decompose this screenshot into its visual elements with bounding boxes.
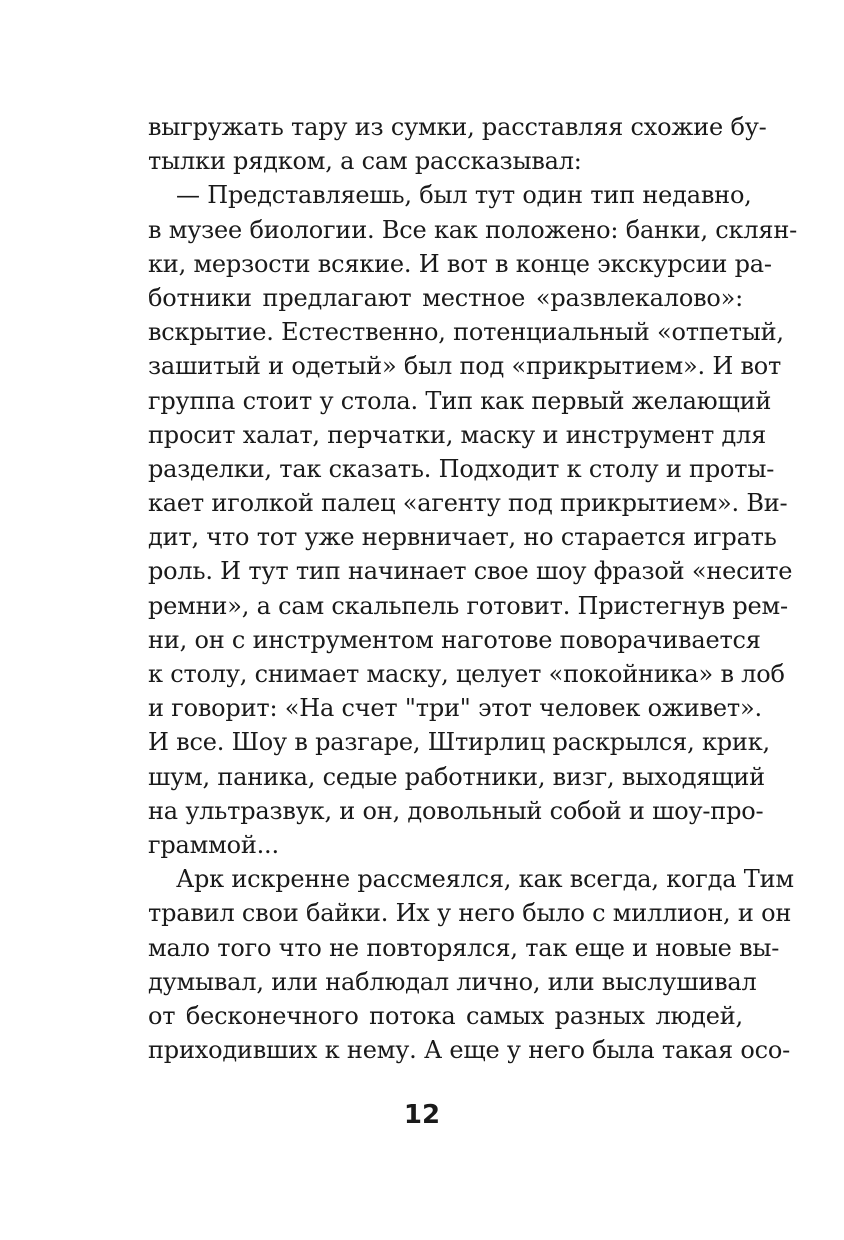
text-line: ни, он с инструментом наготове поворачивается [148,625,761,654]
text-line: зашитый и одетый» был под «прикрытием». И вот [148,352,782,381]
text-line: ботники предлагают местное «развлекалово»: [148,283,743,312]
text-line: граммой... [148,830,279,859]
text-line: — Представляешь, был тут один тип недавно, [176,181,752,210]
text-line: мало того что не повторялся, так еще и новые вы- [148,933,780,962]
text-line: ки, мерзости всякие. И вот в конце экскурсии ра- [148,249,772,278]
text-line: ремни», а сам скальпель готовит. Пристегнув рем- [148,591,788,620]
text-line: Арк искренне рассмеялся, как всегда, когда Тим [176,865,794,894]
text-line: разделки, так сказать. Подходит к столу и проты- [148,454,775,483]
text-line: приходивших к нему. А еще у него была такая осо- [148,1036,790,1065]
text-line: и говорит: «На счет "три" этот человек оживет». [148,694,762,723]
text-line: группа стоит у стола. Тип как первый желающий [148,386,772,415]
page-number: 12 [403,1100,441,1130]
text-line: выгружать тару из сумки, расставляя схожие бу- [148,113,767,141]
text-line: роль. И тут тип начинает свое шоу фразой «несите [148,557,793,586]
text-line: кает иголкой палец «агенту под прикрытием». Ви- [148,489,788,518]
text-line: думывал, или наблюдал лично, или выслушивал [148,967,757,996]
text-line: травил свои байки. Их у него было с миллион, и он [148,899,792,928]
text-line: в музее биологии. Все как положено: банки, склян- [148,215,798,244]
text-line: дит, что тот уже нервничает, но старается играть [148,523,777,552]
text-line: просит халат, перчатки, маску и инструмент для [148,420,767,449]
text-line: на ультразвук, и он, довольный собой и шоу-про- [148,796,764,825]
text-line: к столу, снимает маску, целует «покойника» в лоб [148,660,785,688]
text-line: шум, паника, седые работники, визг, выходящий [148,762,765,791]
text-line: тылки рядком, а сам рассказывал: [148,147,582,176]
page-body [148,110,798,1067]
text-line: вскрытие. Естественно, потенциальный «отпетый, [148,318,784,347]
text-line: И все. Шоу в разгаре, Штирлиц раскрылся, крик, [148,728,770,757]
text-line: от бесконечного потока самых разных людей, [148,1001,743,1030]
